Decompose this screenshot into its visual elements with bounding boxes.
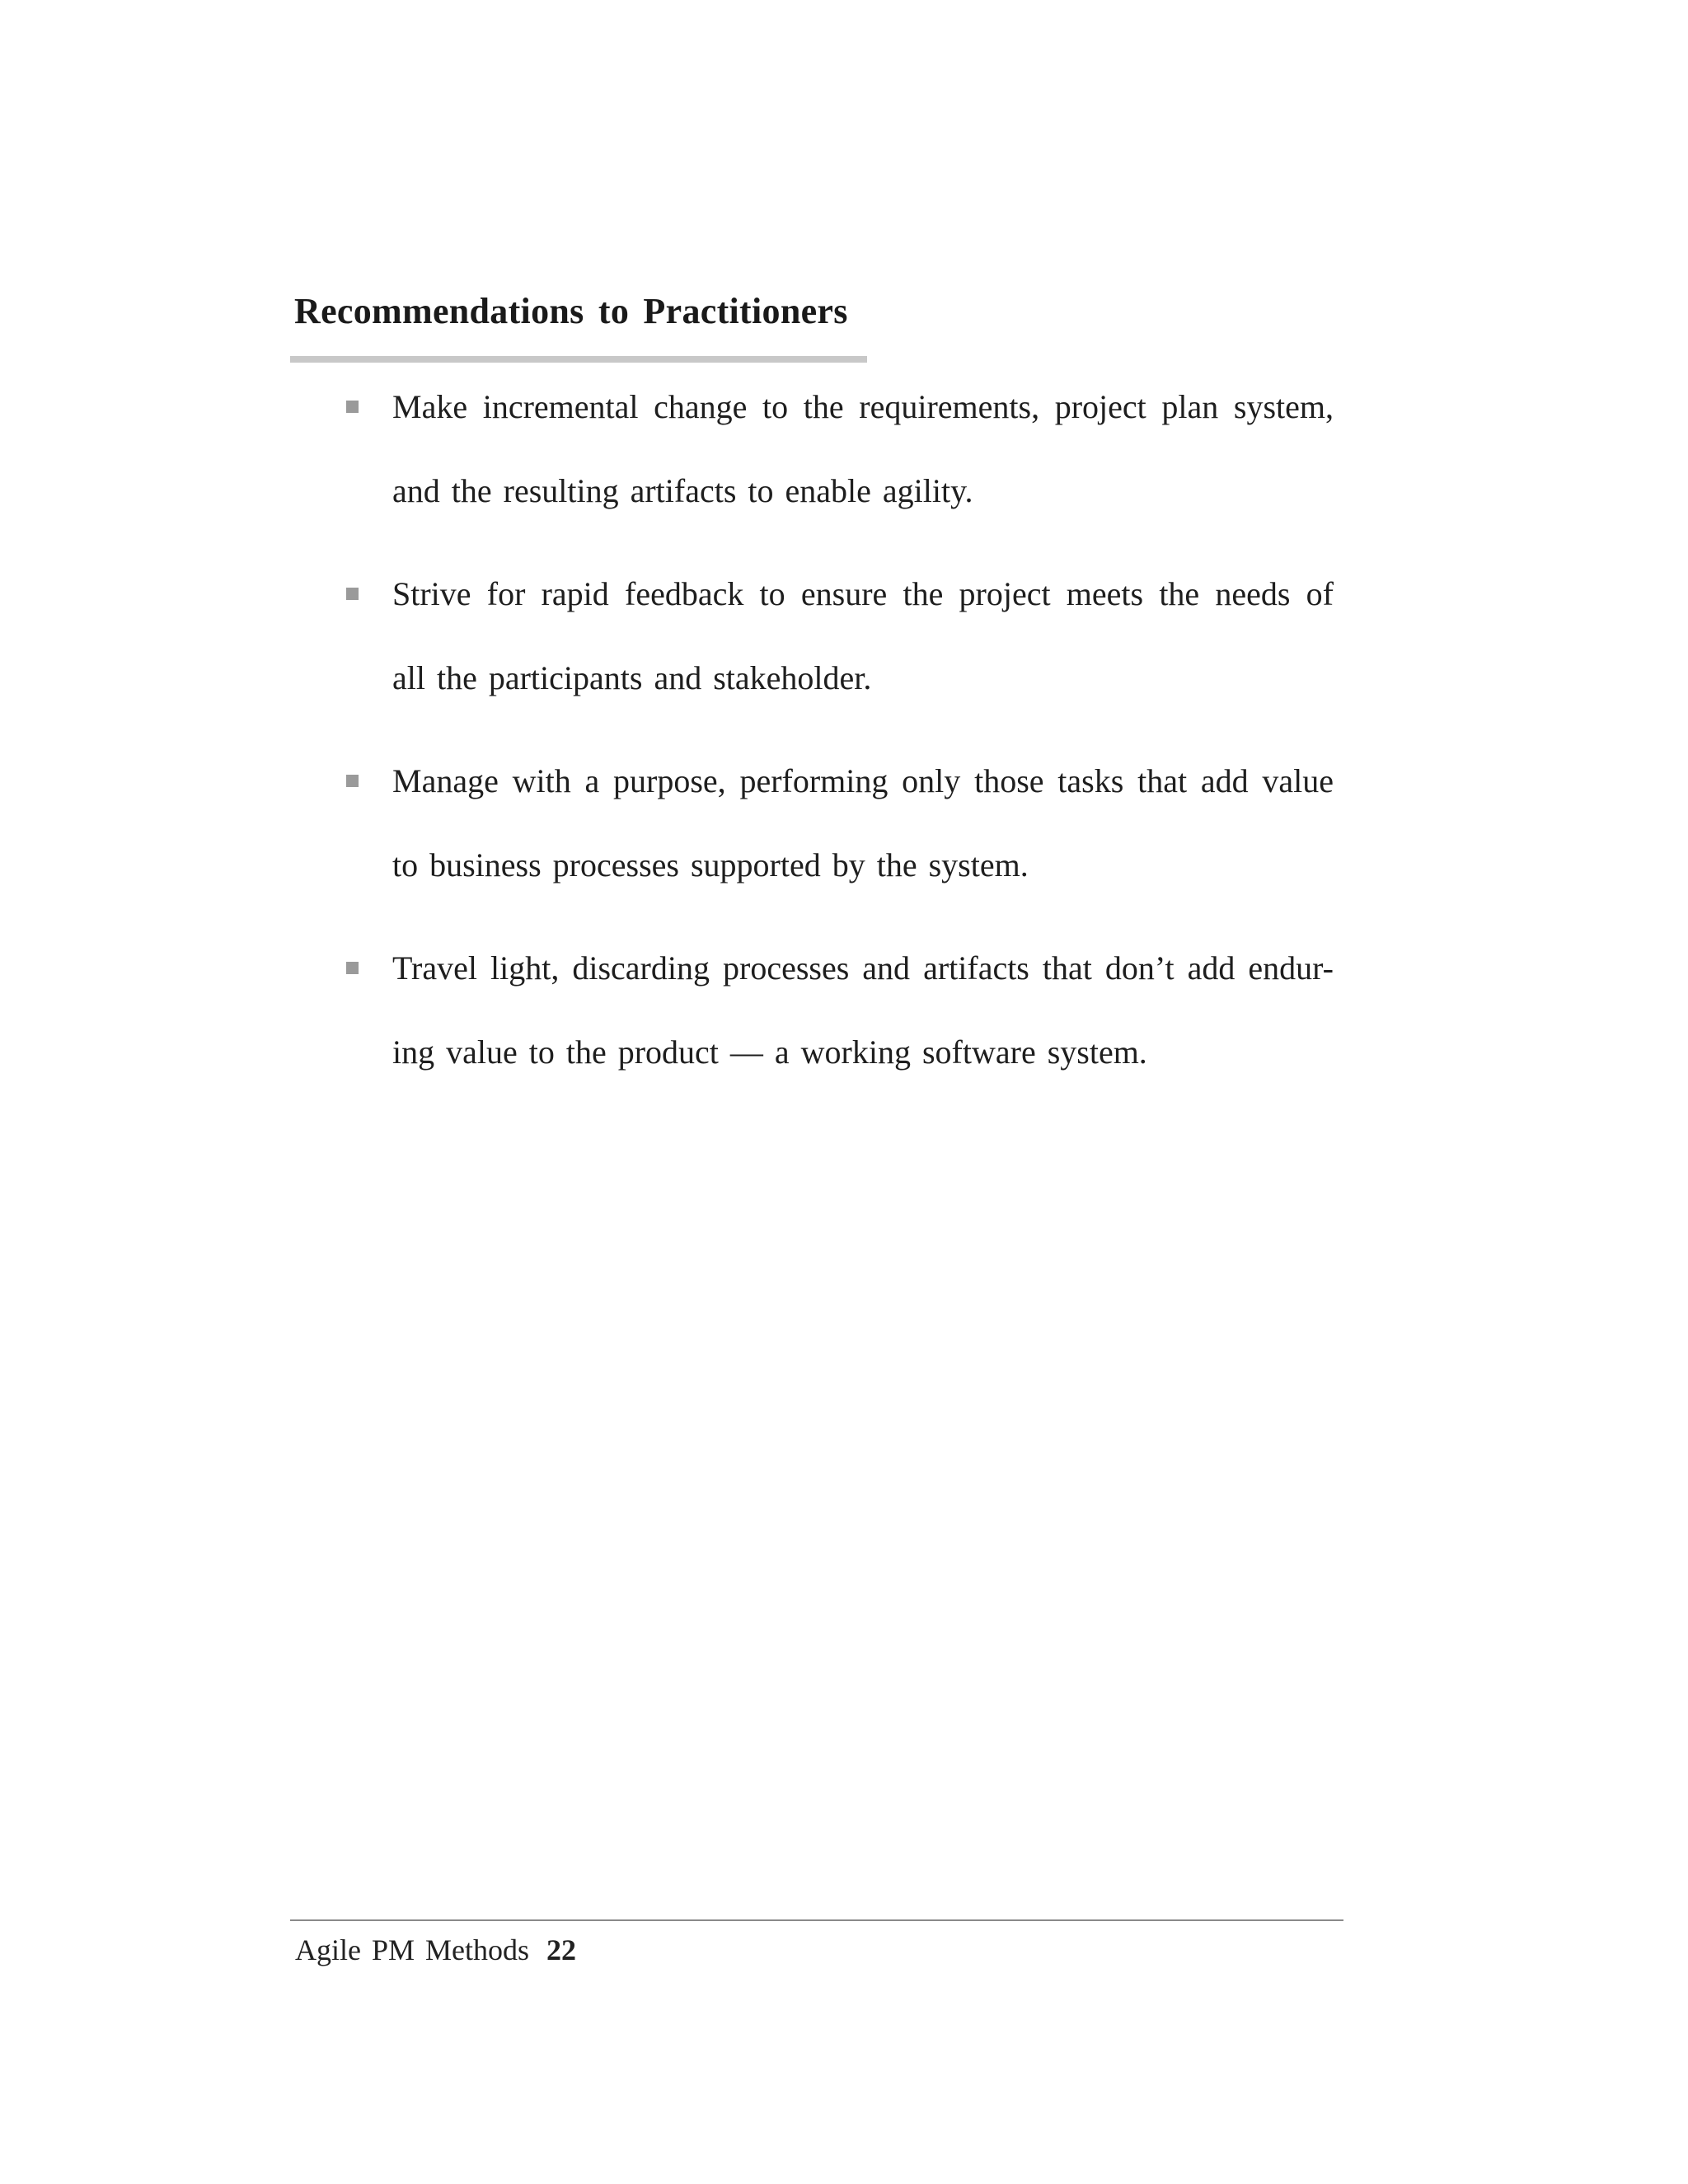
list-item-text-line: to business processes supported by the system. [392, 846, 1029, 883]
section-title: Recommendations to Practitioners [294, 291, 848, 331]
list-item-text-line: ing value to the product — a working software system. [392, 1033, 1147, 1071]
footer-rule [290, 1919, 1343, 1921]
page-number: 22 [546, 1933, 577, 1966]
list-item-text-line: all the participants and stakeholder. [392, 659, 872, 696]
list-item-text-line: Make incremental change to the requirements, project plan system, [392, 388, 1334, 425]
list-item-text-line: Manage with a purpose, performing only those tasks that add value [392, 762, 1334, 799]
title-underline-rule [290, 356, 867, 363]
list-item [392, 552, 1334, 720]
list-item-text-line: Strive for rapid feedback to ensure the project meets the needs of [392, 575, 1334, 612]
list-item-text-line: and the resulting artifacts to enable agility. [392, 472, 973, 509]
square-bullet-icon [346, 775, 359, 787]
running-title: Agile PM Methods [295, 1933, 530, 1966]
list-item [392, 739, 1334, 907]
list-item [392, 365, 1334, 533]
list-item-text-line: Travel light, discarding processes and artifacts that don’t add endur- [392, 949, 1334, 987]
square-bullet-icon [346, 962, 359, 974]
list-item [392, 926, 1334, 1094]
square-bullet-icon [346, 588, 359, 600]
square-bullet-icon [346, 401, 359, 413]
page-footer [295, 1933, 576, 1967]
